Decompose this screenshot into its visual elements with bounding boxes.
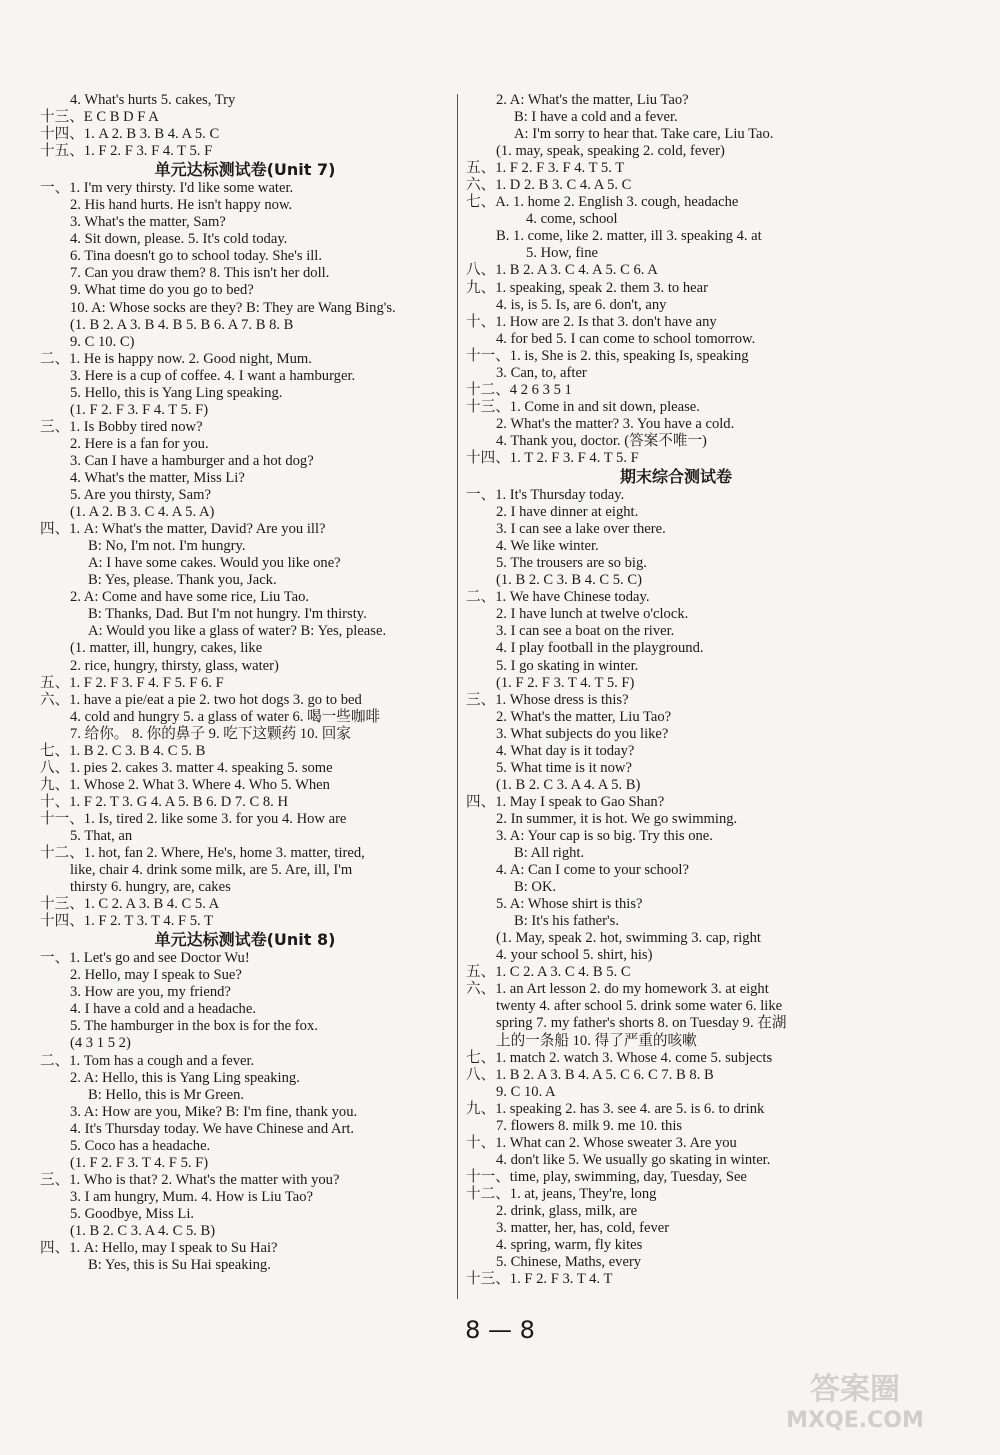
answer-line: (1. matter, ill, hungry, cakes, like bbox=[70, 640, 263, 657]
answer-line: 4. A: Can I come to your school? bbox=[496, 862, 689, 879]
answer-line: 2. A: Hello, this is Yang Ling speaking. bbox=[70, 1069, 300, 1086]
answer-line: A: Would you like a glass of water? B: Yes, please. bbox=[88, 623, 387, 640]
answer-line: 4. cold and hungry 5. a glass of water 6. 喝一些咖啡 bbox=[70, 708, 381, 725]
answer-line: 2. I have dinner at eight. bbox=[496, 504, 639, 521]
answer-line: 一、1. I'm very thirsty. I'd like some water. bbox=[40, 180, 294, 197]
answer-line: (1. may, speak, speaking 2. cold, fever) bbox=[496, 143, 725, 160]
answer-line: 5. That, an bbox=[70, 827, 133, 844]
answer-line: 5. What time is it now? bbox=[496, 759, 632, 776]
answer-line: thirsty 6. hungry, are, cakes bbox=[70, 879, 231, 896]
answer-line: 4. spring, warm, fly kites bbox=[496, 1237, 643, 1254]
answer-line: 2. Hello, may I speak to Sue? bbox=[70, 967, 242, 984]
left-column bbox=[40, 92, 450, 1274]
answer-line: 十一、time, play, swimming, day, Tuesday, See bbox=[466, 1168, 747, 1185]
answer-line: 5. Hello, this is Yang Ling speaking. bbox=[70, 384, 283, 401]
answer-line: 十、1. How are 2. Is that 3. don't have any bbox=[466, 313, 717, 330]
answer-line: 5. The trousers are so big. bbox=[496, 555, 647, 572]
answer-line: 3. What's the matter, Sam? bbox=[70, 214, 226, 231]
answer-line: (4 3 1 5 2) bbox=[70, 1035, 131, 1052]
answer-line: 十二、1. at, jeans, They're, long bbox=[466, 1185, 657, 1202]
answer-line: B: Thanks, Dad. But I'm not hungry. I'm thirsty. bbox=[88, 606, 367, 623]
svg-text:MXQE.COM: MXQE.COM bbox=[786, 1408, 924, 1433]
answer-line: 3. I can see a lake over there. bbox=[496, 521, 666, 538]
answer-line: 十四、1. A 2. B 3. B 4. A 5. C bbox=[40, 126, 220, 143]
answer-line: 七、A. 1. home 2. English 3. cough, headache bbox=[466, 194, 739, 211]
answer-line: 10. A: Whose socks are they? B: They are Wang Bing's. bbox=[70, 299, 396, 316]
answer-line: 二、1. Tom has a cough and a fever. bbox=[40, 1052, 255, 1069]
answer-line: 5. Goodbye, Miss Li. bbox=[70, 1205, 195, 1222]
answer-line: 十、1. What can 2. Whose sweater 3. Are you bbox=[466, 1134, 737, 1151]
answer-line: 2. What's the matter? 3. You have a cold. bbox=[496, 415, 735, 432]
answer-line: B. 1. come, like 2. matter, ill 3. speaking 4. at bbox=[496, 228, 762, 245]
answer-line: 4. Sit down, please. 5. It's cold today. bbox=[70, 231, 288, 248]
answer-line: 2. A: What's the matter, Liu Tao? bbox=[496, 92, 689, 108]
answer-line: 五、1. C 2. A 3. C 4. B 5. C bbox=[466, 964, 631, 981]
answer-line: 九、1. Whose 2. What 3. Where 4. Who 5. When bbox=[40, 776, 330, 793]
section-heading: 期末综合测试卷 bbox=[619, 467, 732, 487]
answer-line: 4. Thank you, doctor. (答案不唯一) bbox=[496, 432, 707, 449]
answer-line: 7. 给你。 8. 你的鼻子 9. 吃下这颗药 10. 回家 bbox=[70, 725, 351, 742]
answer-line: 2. A: Come and have some rice, Liu Tao. bbox=[70, 589, 310, 606]
answer-line: 3. What subjects do you like? bbox=[496, 725, 669, 742]
answer-line: 五、1. F 2. F 3. F 4. T 5. T bbox=[466, 160, 625, 177]
answer-line: 6. Tina doesn't go to school today. She's ill. bbox=[70, 248, 323, 265]
answer-line: 2. His hand hurts. He isn't happy now. bbox=[70, 197, 293, 214]
answer-line: 上的一条船 10. 得了严重的咳嗽 bbox=[496, 1032, 697, 1049]
answer-line: 十二、1. hot, fan 2. Where, He's, home 3. matter, tired, bbox=[40, 845, 365, 862]
answer-line: 5. How, fine bbox=[526, 245, 599, 262]
answer-line: 四、1. A: Hello, may I speak to Su Hai? bbox=[40, 1240, 278, 1257]
right-column bbox=[466, 92, 886, 1288]
answer-line: 4. your school 5. shirt, his) bbox=[496, 947, 653, 964]
answer-line: 十四、1. T 2. F 3. F 4. T 5. F bbox=[466, 449, 639, 466]
answer-line: 9. What time do you go to bed? bbox=[70, 282, 254, 299]
answer-line: 二、1. He is happy now. 2. Good night, Mum. bbox=[40, 350, 312, 367]
answer-line: 三、1. Is Bobby tired now? bbox=[40, 418, 203, 435]
answer-line: 十四、1. F 2. T 3. T 4. F 5. T bbox=[40, 913, 214, 930]
answer-line: 4. We like winter. bbox=[496, 538, 599, 555]
answer-line: 2. rice, hungry, thirsty, glass, water) bbox=[70, 657, 279, 674]
answer-line: 9. C 10. C) bbox=[70, 333, 135, 350]
answer-line: 三、1. Whose dress is this? bbox=[466, 691, 629, 708]
answer-line: 三、1. Who is that? 2. What's the matter with you? bbox=[40, 1171, 340, 1188]
answer-line: 3. Here is a cup of coffee. 4. I want a hamburger. bbox=[70, 367, 356, 384]
answer-line: 3. I am hungry, Mum. 4. How is Liu Tao? bbox=[70, 1188, 313, 1205]
answer-line: 4. don't like 5. We usually go skating in winter. bbox=[496, 1151, 771, 1168]
answer-line: 七、1. match 2. watch 3. Whose 4. come 5. subjects bbox=[466, 1049, 773, 1066]
answer-line: 4. What's hurts 5. cakes, Try bbox=[70, 92, 236, 108]
answer-line: 十二、4 2 6 3 5 1 bbox=[466, 381, 572, 398]
answer-line: (1. B 2. C 3. A 4. C 5. B) bbox=[70, 1223, 216, 1239]
answer-line: B: It's his father's. bbox=[514, 913, 619, 930]
answer-line: 5. The hamburger in the box is for the fox. bbox=[70, 1018, 318, 1035]
answer-line: 九、1. speaking, speak 2. them 3. to hear bbox=[466, 279, 708, 296]
answer-line: (1. May, speak 2. hot, swimming 3. cap, right bbox=[496, 930, 761, 947]
answer-line: 4. What's the matter, Miss Li? bbox=[70, 469, 245, 486]
answer-line: 2. In summer, it is hot. We go swimming. bbox=[496, 810, 738, 827]
answer-line: 2. I have lunch at twelve o'clock. bbox=[496, 606, 689, 623]
answer-line: (1. B 2. C 3. A 4. A 5. B) bbox=[496, 776, 641, 793]
answer-line: 十、1. F 2. T 3. G 4. A 5. B 6. D 7. C 8. H bbox=[40, 793, 288, 810]
answer-line: (1. B 2. A 3. B 4. B 5. B 6. A 7. B 8. B bbox=[70, 316, 294, 333]
answer-line: spring 7. my father's shorts 8. on Tuesday 9. 在湖 bbox=[496, 1015, 787, 1032]
answer-line: 一、1. Let's go and see Doctor Wu! bbox=[40, 950, 250, 967]
answer-line: 十三、1. F 2. F 3. T 4. T bbox=[466, 1271, 613, 1288]
answer-line: B: I have a cold and a fever. bbox=[514, 109, 678, 126]
answer-line: 5. I go skating in winter. bbox=[496, 657, 639, 674]
answer-line: (1. F 2. F 3. F 4. T 5. F) bbox=[70, 401, 209, 418]
answer-line: 八、1. B 2. A 3. C 4. A 5. C 6. A bbox=[466, 262, 658, 279]
answer-line: 八、1. B 2. A 3. B 4. A 5. C 6. C 7. B 8. B bbox=[466, 1066, 714, 1083]
answer-line: 3. matter, her, has, cold, fever bbox=[496, 1220, 670, 1237]
answer-line: 4. for bed 5. I can come to school tomorrow. bbox=[496, 330, 756, 347]
answer-line: B: Yes, please. Thank you, Jack. bbox=[88, 572, 277, 589]
answer-line: B: Yes, this is Su Hai speaking. bbox=[88, 1257, 271, 1274]
answer-line: 六、1. D 2. B 3. C 4. A 5. C bbox=[466, 177, 632, 194]
answer-line: 3. Can, to, after bbox=[496, 364, 587, 381]
answer-line: A: I'm sorry to hear that. Take care, Liu Tao. bbox=[514, 126, 774, 143]
answer-line: 4. What day is it today? bbox=[496, 742, 635, 759]
answer-line: (1. B 2. C 3. B 4. C 5. C) bbox=[496, 572, 642, 589]
answer-line: 四、1. A: What's the matter, David? Are you ill? bbox=[40, 521, 326, 538]
page-number: 8 — 8 bbox=[465, 1316, 535, 1344]
answer-line: A: I have some cakes. Would you like one? bbox=[88, 555, 341, 572]
answer-line: 4. It's Thursday today. We have Chinese and Art. bbox=[70, 1120, 355, 1137]
answer-line: 十一、1. Is, tired 2. like some 3. for you 4. How are bbox=[40, 810, 347, 827]
section-heading: 单元达标测试卷(Unit 7) bbox=[154, 160, 336, 180]
answer-line: 五、1. F 2. F 3. F 4. F 5. F 6. F bbox=[40, 674, 224, 691]
answer-line: 四、1. May I speak to Gao Shan? bbox=[466, 793, 665, 810]
answer-line: 九、1. speaking 2. has 3. see 4. are 5. is 6. to drink bbox=[466, 1100, 765, 1117]
answer-line: B: No, I'm not. I'm hungry. bbox=[88, 538, 246, 555]
answer-line: 4. I play football in the playground. bbox=[496, 640, 704, 657]
answer-line: like, chair 4. drink some milk, are 5. Are, ill, I'm bbox=[70, 862, 353, 879]
answer-line: 5. Coco has a headache. bbox=[70, 1137, 211, 1154]
answer-line: 3. A: How are you, Mike? B: I'm fine, thank you. bbox=[70, 1103, 358, 1120]
svg-text:答案圈: 答案圈 bbox=[810, 1372, 900, 1407]
answer-line: 9. C 10. A bbox=[496, 1083, 556, 1100]
answer-line: 八、1. pies 2. cakes 3. matter 4. speaking 5. some bbox=[40, 759, 333, 776]
answer-line: 7. Can you draw them? 8. This isn't her doll. bbox=[70, 265, 330, 282]
answer-line: twenty 4. after school 5. drink some water 6. like bbox=[496, 998, 783, 1015]
answer-line: 3. A: Your cap is so big. Try this one. bbox=[496, 827, 713, 844]
answer-line: 二、1. We have Chinese today. bbox=[466, 589, 650, 606]
answer-line: 十三、1. Come in and sit down, please. bbox=[466, 398, 700, 415]
answer-line: 2. What's the matter, Liu Tao? bbox=[496, 708, 672, 725]
answer-line: 4. I have a cold and a headache. bbox=[70, 1001, 256, 1018]
answer-line: 十一、1. is, She is 2. this, speaking Is, speaking bbox=[466, 347, 749, 364]
answer-line: (1. F 2. F 3. T 4. T 5. F) bbox=[496, 674, 635, 691]
answer-line: 4. come, school bbox=[526, 211, 618, 228]
answer-line: 十三、1. C 2. A 3. B 4. C 5. A bbox=[40, 896, 220, 913]
answer-line: 十五、1. F 2. F 3. F 4. T 5. F bbox=[40, 143, 213, 160]
answer-line: (1. F 2. F 3. T 4. F 5. F) bbox=[70, 1154, 209, 1171]
answer-line: 一、1. It's Thursday today. bbox=[466, 487, 625, 504]
answer-line: 3. How are you, my friend? bbox=[70, 984, 231, 1001]
answer-line: 3. Can I have a hamburger and a hot dog? bbox=[70, 452, 314, 469]
answer-line: 六、1. have a pie/eat a pie 2. two hot dogs 3. go to bed bbox=[40, 691, 362, 708]
answer-line: 5. Chinese, Maths, every bbox=[496, 1254, 642, 1271]
answer-line: 7. flowers 8. milk 9. me 10. this bbox=[496, 1117, 683, 1134]
answer-line: 2. Here is a fan for you. bbox=[70, 435, 209, 452]
answer-line: 十三、E C B D F A bbox=[40, 109, 159, 126]
answer-line: 六、1. an Art lesson 2. do my homework 3. at eight bbox=[466, 981, 769, 998]
answer-line: 3. I can see a boat on the river. bbox=[496, 623, 675, 640]
watermark-logo bbox=[730, 1365, 980, 1435]
answer-line: B: Hello, this is Mr Green. bbox=[88, 1086, 245, 1103]
answer-line: (1. A 2. B 3. C 4. A 5. A) bbox=[70, 504, 215, 521]
answer-line: B: OK. bbox=[514, 879, 557, 896]
answer-line: B: All right. bbox=[514, 845, 585, 862]
answer-line: 七、1. B 2. C 3. B 4. C 5. B bbox=[40, 742, 206, 759]
answer-line: 5. Are you thirsty, Sam? bbox=[70, 487, 211, 504]
section-heading: 单元达标测试卷(Unit 8) bbox=[154, 930, 336, 950]
answer-line: 2. drink, glass, milk, are bbox=[496, 1203, 638, 1219]
column-divider bbox=[457, 94, 458, 1299]
answer-line: 4. is, is 5. Is, are 6. don't, any bbox=[496, 296, 667, 313]
answer-line: 5. A: Whose shirt is this? bbox=[496, 896, 643, 913]
